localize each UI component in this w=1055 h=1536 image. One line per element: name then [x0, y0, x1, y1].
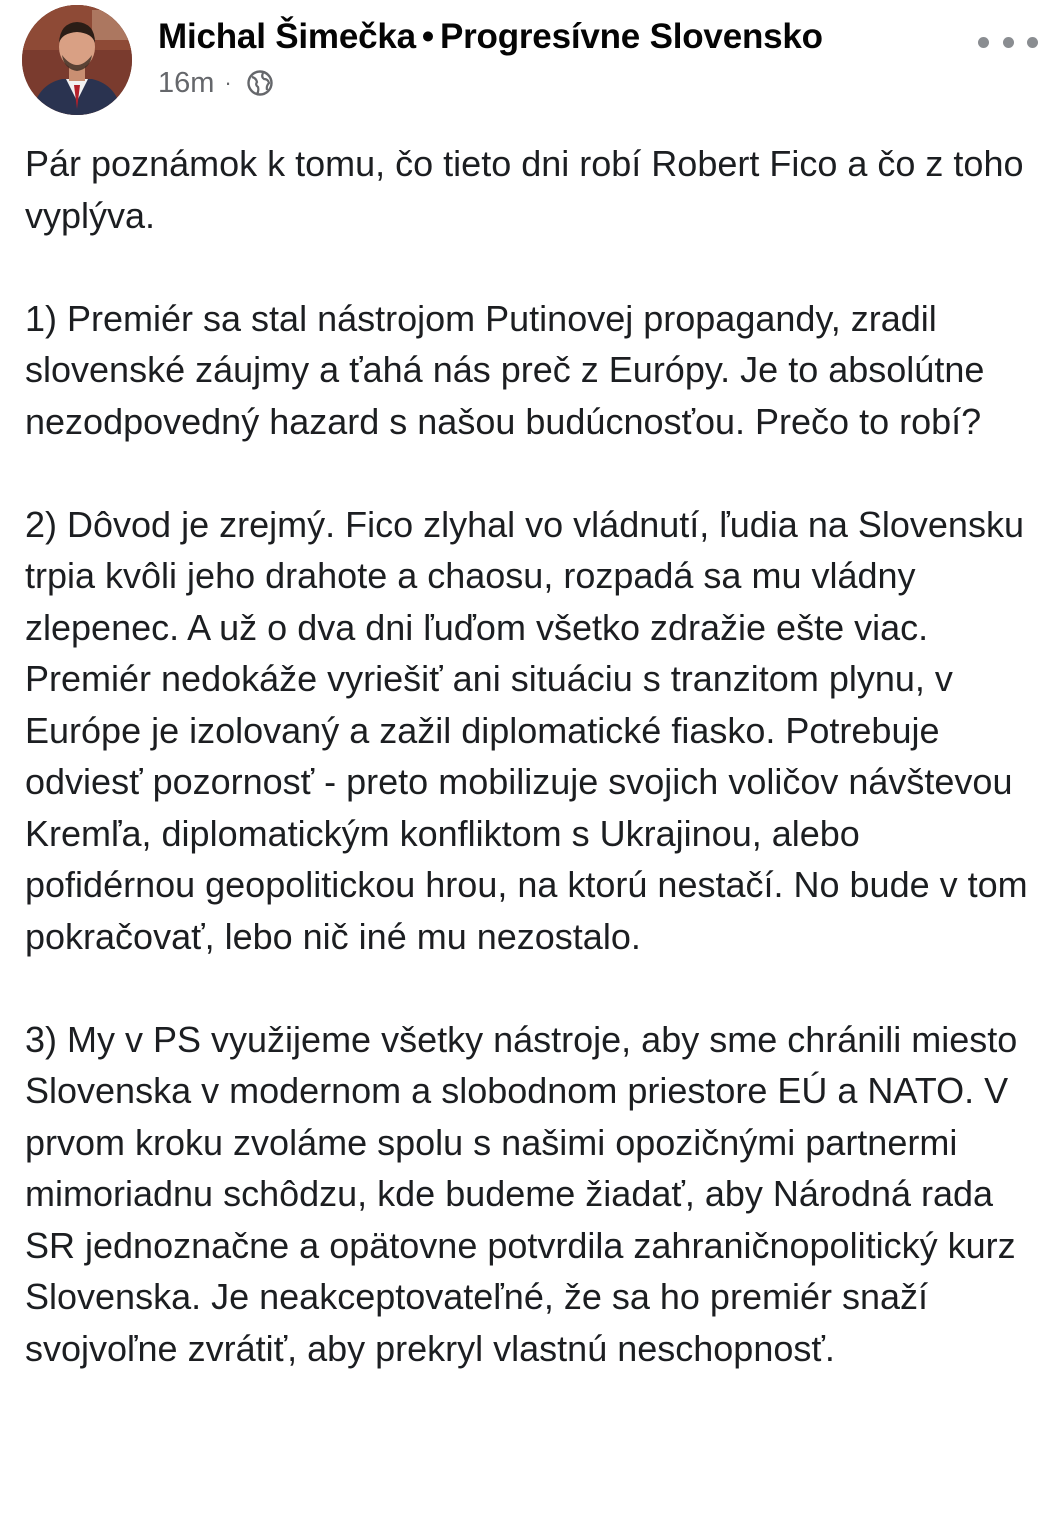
- globe-icon: [246, 69, 274, 97]
- author-name[interactable]: Michal Šimečka: [158, 17, 416, 56]
- author-separator: •: [421, 17, 434, 56]
- more-dots-icon: [978, 37, 989, 48]
- post-timestamp[interactable]: 16m: [158, 66, 215, 99]
- more-dots-icon: [1027, 37, 1038, 48]
- more-dots-icon: [1003, 37, 1014, 48]
- avatar[interactable]: [22, 5, 132, 115]
- post-paragraph: 3) My v PS využijeme všetky nástroje, aby sme chránili miesto Slovenska v modernom a slobodnom priestore EÚ a NATO. V prvom kroku zvoláme spolu s našimi opozičnými partnermi mimoriadnu schôdzu, kde budeme žiadať, aby Národná rada SR jednoznačne a opätovne potvrdila zahraničnopolitický kurz Slovenska. Je neakceptovateľné, že sa ho premiér snaží svojvoľne zvrátiť, aby prekryl vlastnú neschopnosť.: [25, 1018, 1018, 1369]
- post-paragraph: 2) Dôvod je zrejmý. Fico zlyhal vo vládnutí, ľudia na Slovensku trpia kvôli jeho drahote a chaosu, rozpadá sa mu vládny zlepenec. A už o dva dni ľuďom všetko zdražie ešte viac. Premiér nedokáže vyriešiť ani situáciu s tranzitom plynu, v Európe je izolovaný a zažil diplomatické fiasko. Potrebuje odviesť pozornosť - preto mobilizuje svojich voličov návštevou Kremľa, diplomatickým konfliktom s Ukrajinou, alebo pofidérnou geopolitickou hrou, na ktorú nestačí. No bude v tom pokračovať, lebo nič iné mu nezostalo.: [25, 503, 1028, 957]
- post-paragraph: 1) Premiér sa stal nástrojom Putinovej propagandy, zradil slovenské záujmy a ťahá nás preč z Európy. Je to absolútne nezodpovedný hazard s našou budúcnosťou. Prečo to robí?: [25, 297, 985, 442]
- post-body: [25, 138, 1035, 1426]
- more-options-button[interactable]: [978, 27, 1038, 57]
- post-paragraph: Pár poznámok k tomu, čo tieto dni robí Robert Fico a čo z toho vyplýva.: [25, 143, 1024, 236]
- post-header: [20, 5, 1040, 120]
- meta-separator: ·: [224, 70, 232, 95]
- avatar-photo: [22, 5, 132, 115]
- post-meta: [158, 63, 274, 103]
- page-name[interactable]: Progresívne Slovensko: [439, 17, 823, 56]
- post-author-line: [158, 17, 823, 57]
